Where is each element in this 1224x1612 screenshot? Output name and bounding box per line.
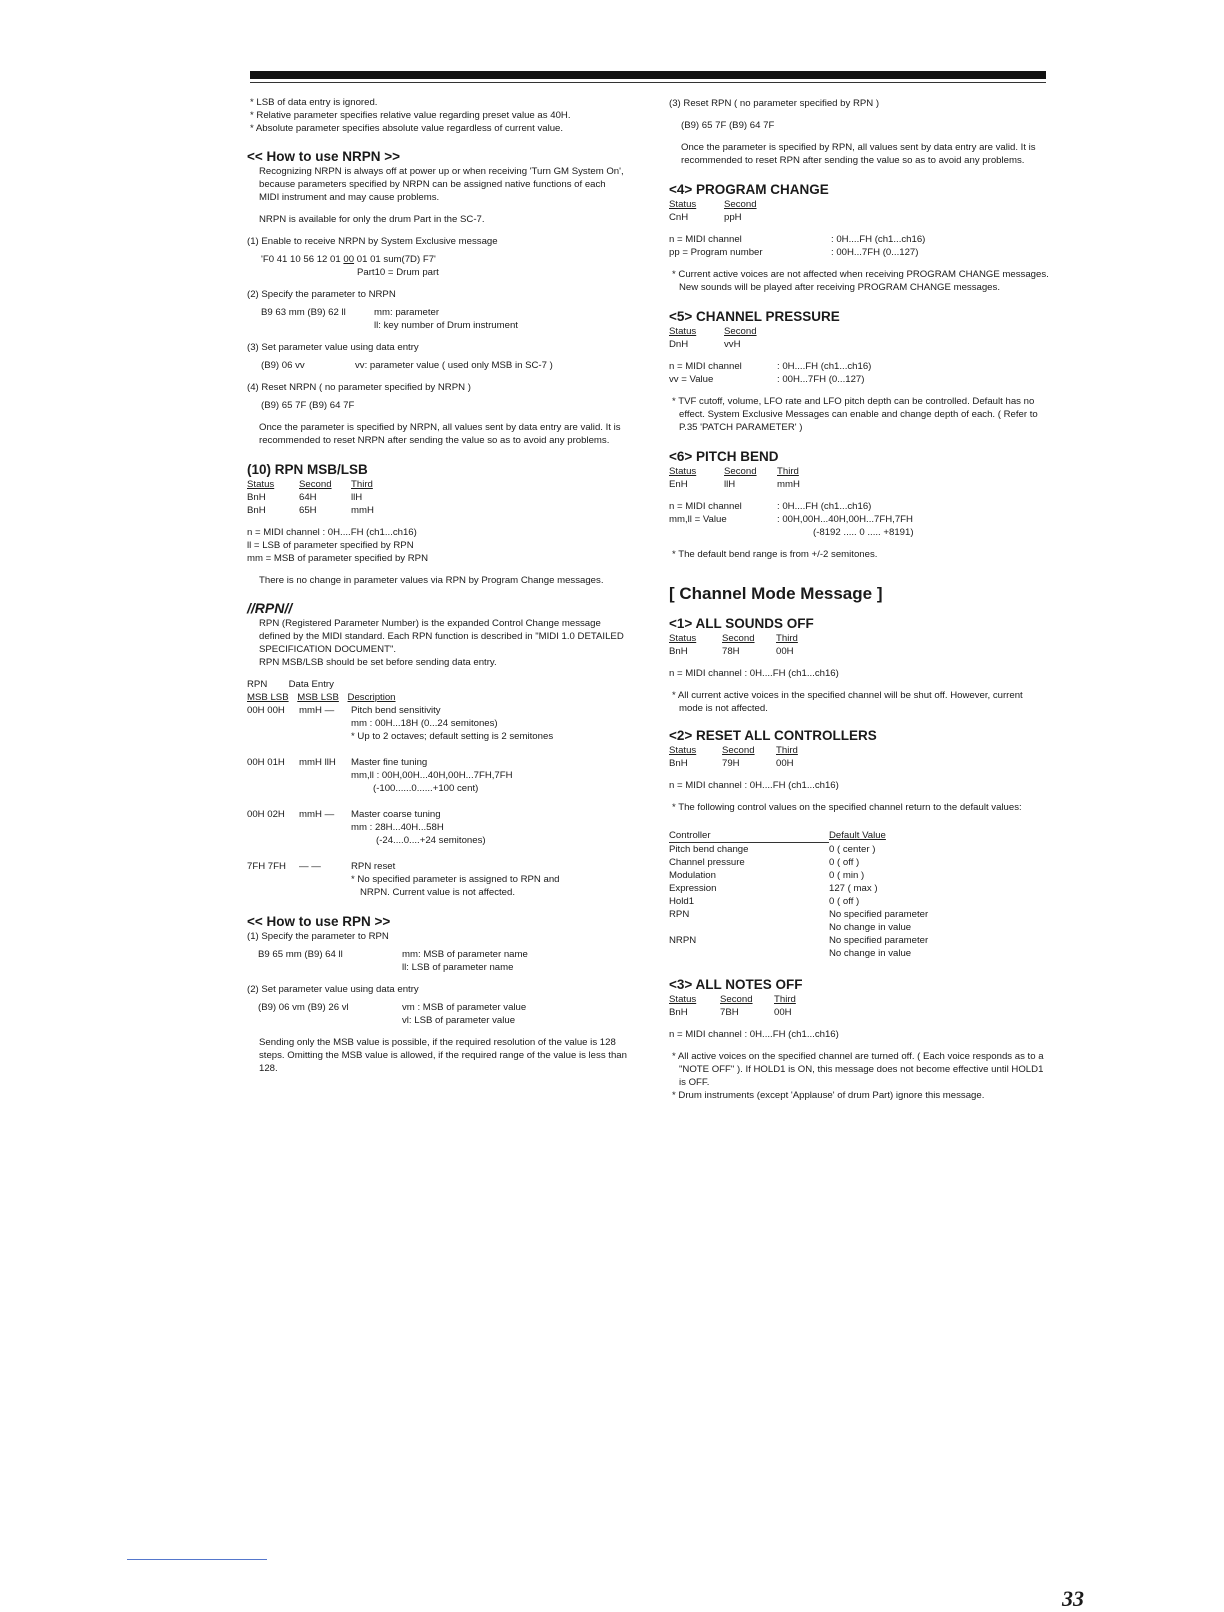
page-number: 33	[1062, 1586, 1084, 1611]
rpn-table	[247, 704, 560, 899]
status-table: Status Second Third EnH llH mmH	[669, 466, 800, 490]
controller-row: No change in value	[829, 922, 912, 933]
status-table: Status Second Third BnH 79H 00H	[669, 745, 798, 769]
status-table: Status Second Third BnH 7BH 00H	[669, 994, 796, 1018]
code-line: (B9) 65 7F (B9) 64 7F	[681, 120, 775, 131]
step: (4) Reset NRPN ( no parameter specified by NRPN )	[247, 382, 471, 393]
left-column	[247, 96, 627, 1075]
paragraph: Once the parameter is specified by NRPN, all values sent by data entry are valid. It is recommended to reset NRPN after sending the value so as to avoid any problems.	[259, 422, 621, 446]
status-table: Status Second DnH vvH	[669, 326, 757, 350]
step: (2) Set parameter value using data entry	[247, 984, 419, 995]
definition: n = MIDI channel : 0H....FH (ch1...ch16)	[669, 780, 839, 791]
status-table: Status Second Third BnH 78H 00H	[669, 633, 798, 657]
rpn-row: 00H 00H mmH — Pitch bend sensitivity mm : 00H...18H (0...24 semitones) * Up to 2 octaves; default setting is 2 semitones	[247, 705, 554, 742]
definition-table: n = MIDI channel : 0H....FH (ch1...ch16) mm,ll = Value : 00H,00H...40H,00H...7FH,7FH (-8192 ..... 0 ..... +8191)	[669, 501, 914, 538]
paragraph: Sending only the MSB value is possible, if the required resolution of the value is 128 steps. Omitting the MSB value is allowed, if the required range of the value is less than 128.	[259, 1037, 627, 1074]
bullet-item: * LSB of data entry is ignored.	[250, 97, 378, 108]
controller-row: Channel pressure 0 ( off )	[669, 857, 860, 868]
all-notes-off-heading: <3> ALL NOTES OFF	[669, 977, 803, 992]
definition: n = MIDI channel : 0H....FH (ch1...ch16)	[669, 1029, 839, 1040]
right-column	[669, 97, 1049, 1102]
definition: mm = MSB of parameter specified by RPN	[247, 553, 429, 564]
status-table: Status Second Third BnH 64H llH BnH 65H mmH	[247, 479, 374, 516]
all-sounds-off-heading: <1> ALL SOUNDS OFF	[669, 616, 814, 631]
controller-row: NRPN No specified parameter	[669, 935, 929, 946]
definition-table: n = MIDI channel : 0H....FH (ch1...ch16) vv = Value : 00H...7FH (0...127)	[669, 361, 872, 385]
note: * Drum instruments (except 'Applause' of drum Part) ignore this message.	[672, 1090, 985, 1101]
rpn-row: 7FH 7FH — — RPN reset * No specified parameter is assigned to RPN and NRPN. Current value is not affected.	[247, 861, 560, 898]
step: (1) Specify the parameter to RPN	[247, 931, 389, 942]
program-change-heading: <4> PROGRAM CHANGE	[669, 182, 829, 197]
note: * The default bend range is from +/-2 semitones.	[672, 549, 878, 560]
top-rule-thin	[250, 82, 1046, 83]
paragraph: Recognizing NRPN is always off at power up or when receiving 'Turn GM System On', because parameters specified by NRPN can be assigned native functions of each MIDI instrument and may cause problems.	[259, 166, 624, 203]
paragraph: NRPN is available for only the drum Part in the SC-7.	[259, 214, 485, 225]
bullet-item: * Relative parameter specifies relative value regarding preset value as 40H.	[250, 110, 571, 121]
controller-table: Controller Default Value Pitch bend change 0 ( center ) Channel pressure 0 ( off ) Modulation 0 ( min ) Expression 127 ( max ) Hold1 0 ( off ) RPN No specified parameter No change in value NRPN No specified parameter No change in value	[669, 830, 929, 959]
bullet-item: * Absolute parameter specifies absolute value regardless of current value.	[250, 123, 564, 134]
bottom-rule	[127, 1559, 267, 1560]
code-table: (B9) 06 vm (B9) 26 vl vm : MSB of parameter value vl: LSB of parameter value	[258, 1002, 527, 1026]
controller-row: Pitch bend change 0 ( center )	[669, 843, 876, 855]
top-rule-thick	[250, 71, 1046, 79]
code-table: B9 63 mm (B9) 62 ll mm: parameter ll: key number of Drum instrument	[261, 307, 518, 331]
code-line: (B9) 65 7F (B9) 64 7F	[261, 400, 355, 411]
paragraph: There is no change in parameter values via RPN by Program Change messages.	[259, 575, 604, 586]
controller-row: Hold1 0 ( off )	[669, 896, 860, 907]
note: * All current active voices in the specified channel will be shut off. However, current mode is not affected.	[672, 690, 1023, 714]
reset-all-controllers-heading: <2> RESET ALL CONTROLLERS	[669, 728, 877, 743]
code-note: Part10 = Drum part	[357, 267, 439, 278]
rpn-table-header: RPN Data Entry	[247, 679, 334, 690]
definition-table: n = MIDI channel : 0H....FH (ch1...ch16) pp = Program number : 00H...7FH (0...127)	[669, 234, 926, 258]
rpn-row: 00H 01H mmH llH Master fine tuning mm,ll : 00H,00H...40H,00H...7FH,7FH (-100......0......+100 cent)	[247, 757, 513, 794]
definition: n = MIDI channel : 0H....FH (ch1...ch16)	[669, 668, 839, 679]
pitch-bend-heading: <6> PITCH BEND	[669, 449, 779, 464]
paragraph: RPN MSB/LSB should be set before sending data entry.	[259, 657, 497, 668]
controller-row: Expression 127 ( max )	[669, 883, 878, 894]
controller-row: No change in value	[829, 948, 912, 959]
step: (2) Specify the parameter to NRPN	[247, 289, 396, 300]
note: * The following control values on the specified channel return to the default values:	[672, 802, 1022, 813]
channel-mode-message-heading: [ Channel Mode Message ]	[669, 584, 883, 603]
paragraph: RPN (Registered Parameter Number) is the expanded Control Change message defined by the MIDI standard. Each RPN function is described in "MIDI 1.0 DETAILED SPECIFICATION DOCUMENT".	[259, 618, 624, 655]
step: (3) Set parameter value using data entry	[247, 342, 419, 353]
step: (3) Reset RPN ( no parameter specified by RPN )	[669, 98, 880, 109]
code-line: 'F0 41 10 56 12 01 00 01 01 sum(7D) F7'	[261, 254, 436, 265]
note: * TVF cutoff, volume, LFO rate and LFO pitch depth can be controlled. Default has no effect. System Exclusive Messages can enable and change depth of each. ( Refer to P.35 'PATCH PARAMETER' )	[672, 396, 1038, 433]
rpn-row: 00H 02H mmH — Master coarse tuning mm : 28H...40H...58H (-24....0....+24 semitones)	[247, 809, 486, 846]
step: (1) Enable to receive NRPN by System Exclusive message	[247, 236, 498, 247]
definition: n = MIDI channel : 0H....FH (ch1...ch16)	[247, 527, 417, 538]
paragraph: Once the parameter is specified by RPN, all values sent by data entry are valid. It is recommended to reset RPN after sending the value so as to avoid any problems.	[681, 142, 1036, 166]
note: * Current active voices are not affected when receiving PROGRAM CHANGE messages. New sounds will be played after receiving PROGRAM CHANGE messages.	[672, 269, 1049, 293]
code-table: B9 65 mm (B9) 64 ll mm: MSB of parameter name ll: LSB of parameter name	[258, 949, 528, 973]
rpn-heading: //RPN//	[247, 600, 293, 616]
controller-row: Modulation 0 ( min )	[669, 870, 865, 881]
note: * All active voices on the specified channel are turned off. ( Each voice responds as to a "NOTE OFF" ). If HOLD1 is ON, this message does not become effective until HOLD1 is OFF.	[672, 1051, 1044, 1088]
status-table: Status Second CnH ppH	[669, 199, 757, 223]
code-table: (B9) 06 vv vv: parameter value ( used only MSB in SC-7 )	[261, 360, 553, 371]
rpn-msb-lsb-heading: (10) RPN MSB/LSB	[247, 462, 368, 477]
nrpn-heading: << How to use NRPN >>	[247, 149, 401, 164]
rpn-table-subheader: MSB LSB MSB LSB Description	[247, 692, 396, 703]
definition: ll = LSB of parameter specified by RPN	[247, 540, 414, 551]
how-to-use-rpn-heading: << How to use RPN >>	[247, 914, 391, 929]
channel-pressure-heading: <5> CHANNEL PRESSURE	[669, 309, 840, 324]
controller-row: RPN No specified parameter	[669, 909, 929, 920]
